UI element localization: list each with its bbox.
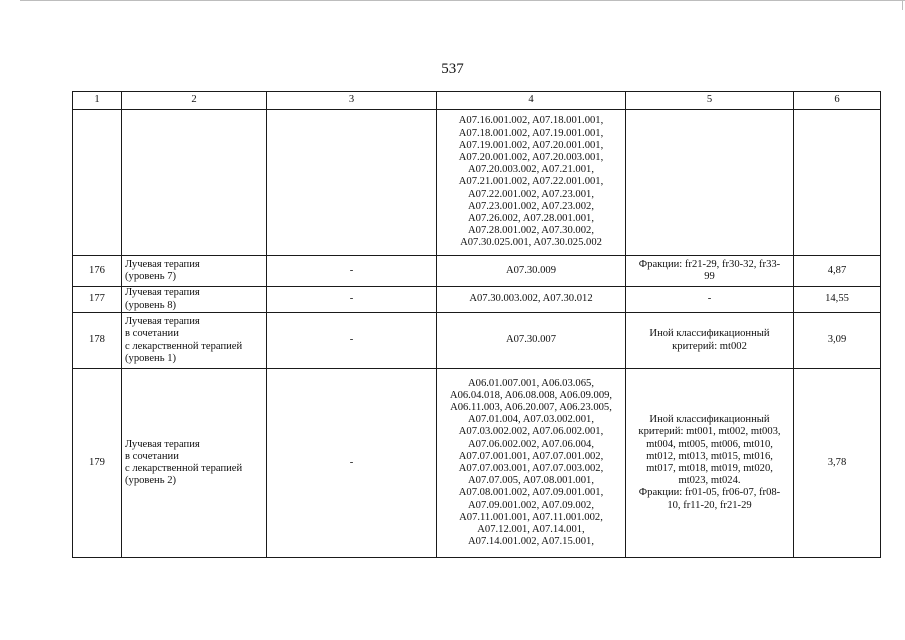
coefficient-cell: 3,78 (794, 369, 881, 558)
criteria-cell (626, 287, 794, 313)
column-header: 3 (267, 92, 437, 110)
service-codes-cell (437, 256, 626, 287)
table-row (73, 287, 881, 313)
criteria-cell (626, 369, 794, 558)
column-3-cell: - (267, 313, 437, 369)
group-name-cell (122, 256, 267, 287)
coefficient-cell (794, 110, 881, 256)
page-number: 537 (441, 61, 464, 77)
coefficient-cell: 4,87 (794, 256, 881, 287)
service-codes: A06.01.007.001, A06.03.065, A06.04.018, A06.08.008, A06.09.009, A06.11.003, A06.20.007, A06.23.005, A07.01.004, A07.03.002.001, A07.03.002.002, A07.06.002.001, A07.06.002.002, A07.06.004, A07.07.001.001, A07.07.001.002, A07.07.003.001, A07.07.003.002, A07.07.005, A07.08.001.001, A07.08.001.002, A07.09.001.001, A07.09.001.002, A07.09.002, A07.11.001.001, A07.11.001.002, A07.12.001, A07.14.001, A07.14.001.002, A07.15.001, (449, 377, 613, 548)
column-header: 6 (794, 92, 881, 110)
column-header: 2 (122, 92, 267, 110)
service-codes: A07.16.001.002, A07.18.001.001, A07.18.001.002, A07.19.001.001, A07.19.001.002, A07.20.001.001, A07.20.001.002, A07.20.003.001, A07.20.003.002, A07.21.001, A07.21.001.002, A07.22.001.001, A07.22.001.002, A07.23.001, A07.23.001.002, A07.23.002, A07.26.002, A07.28.001.001, A07.28.001.002, A07.30.002, A07.30.025.001, A07.30.025.002 (458, 115, 604, 249)
table-header-row (73, 92, 881, 110)
row-number-cell: 178 (73, 313, 122, 369)
coefficient-cell: 3,09 (794, 313, 881, 369)
row-number-cell (73, 110, 122, 256)
criteria-cell (626, 313, 794, 369)
column-3-cell: - (267, 369, 437, 558)
group-name-cell (122, 110, 267, 256)
row-number-cell: 177 (73, 287, 122, 313)
service-codes-cell (437, 287, 626, 313)
group-name-cell (122, 369, 267, 558)
column-3-cell: - (267, 256, 437, 287)
group-name: Лучевая терапия в сочетании с лекарственной терапией (уровень 1) (125, 316, 243, 364)
service-codes: A07.30.003.002, A07.30.012 (469, 293, 593, 305)
row-number-cell: 176 (73, 256, 122, 287)
column-3-cell: - (267, 287, 437, 313)
criteria: Иной классификационный критерий: mt002 (649, 328, 770, 352)
service-codes-cell (437, 369, 626, 558)
criteria-cell (626, 256, 794, 287)
group-name: Лучевая терапия в сочетании с лекарственной терапией (уровень 2) (125, 438, 243, 487)
scan-edge-right (902, 0, 903, 10)
service-codes-cell (437, 110, 626, 256)
service-codes: A07.30.007 (505, 334, 557, 346)
table-row (73, 369, 881, 558)
criteria: - (707, 293, 712, 305)
table-row (73, 110, 881, 256)
tariff-table (72, 91, 881, 558)
column-3-cell (267, 110, 437, 256)
service-codes-cell (437, 313, 626, 369)
service-codes: A07.30.009 (505, 264, 557, 276)
table-row (73, 313, 881, 369)
criteria-cell (626, 110, 794, 256)
column-header: 4 (437, 92, 626, 110)
group-name: Лучевая терапия (уровень 8) (125, 287, 200, 311)
row-number-cell: 179 (73, 369, 122, 558)
column-header: 1 (73, 92, 122, 110)
column-header: 5 (626, 92, 794, 110)
criteria: Фракции: fr21-29, fr30-32, fr33- 99 (638, 258, 781, 282)
scan-edge-top (20, 0, 905, 1)
coefficient-cell: 14,55 (794, 287, 881, 313)
criteria: Иной классификационный критерий: mt001, mt002, mt003, mt004, mt005, mt006, mt010, mt012, mt013, mt015, mt016, mt017, mt018, mt019, mt020, mt023, mt024. Фракции: fr01-05, fr06-07, fr08- 10, fr11-20, fr21-29 (638, 414, 781, 511)
group-name-cell (122, 287, 267, 313)
group-name-cell (122, 313, 267, 369)
group-name: Лучевая терапия (уровень 7) (125, 258, 200, 282)
table-row (73, 256, 881, 287)
